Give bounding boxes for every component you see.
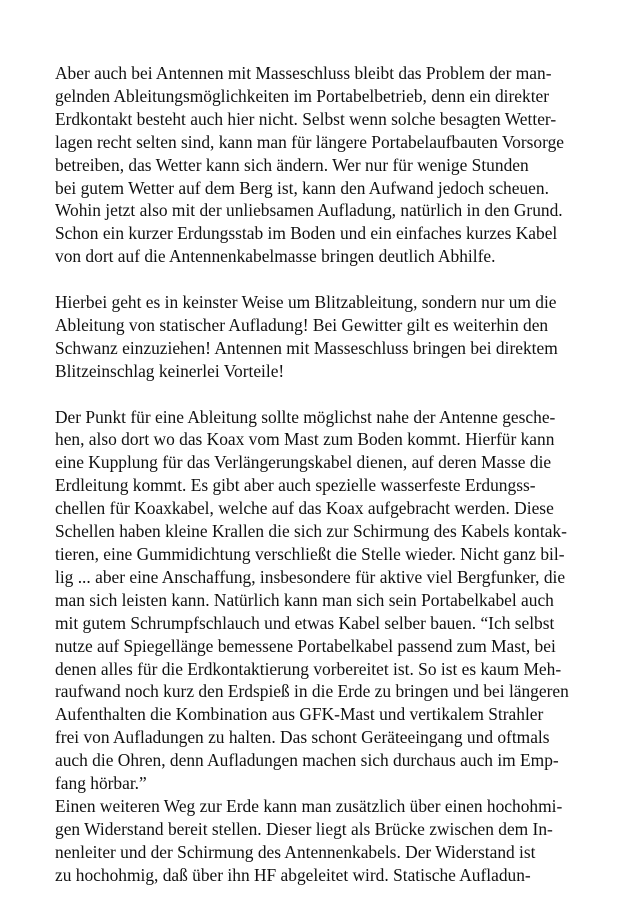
text-line: chellen für Koaxkabel, welche auf das Koax aufgebracht werden. Diese: [55, 498, 554, 519]
text-line: eine Kupplung für das Verlängerungskabel dienen, auf deren Masse die: [55, 452, 552, 473]
text-line: frei von Aufladungen zu halten. Das schont Geräteeingang und oftmals: [55, 727, 550, 748]
text-line: fang hörbar.”: [55, 773, 147, 794]
paragraph: [55, 291, 615, 383]
text-line: zu hochohmig, daß über ihn HF abgeleitet wird. Statische Aufladun-: [55, 864, 531, 885]
text-line: Aufenthalten die Kombination aus GFK-Mast und vertikalem Strahler: [55, 704, 544, 725]
text-line: Schellen haben kleine Krallen die sich zur Schirmung des Kabels kontak-: [55, 521, 567, 542]
paragraph: [55, 62, 615, 268]
text-line: Wohin jetzt also mit der unliebsamen Aufladung, natürlich in den Grund.: [55, 200, 563, 221]
text-line: denen alles für die Erdkontaktierung vorbereitet ist. So ist es kaum Meh-: [55, 658, 562, 679]
text-line: gelnden Ableitungsmöglichkeiten im Portabelbetrieb, denn ein direkter: [55, 85, 550, 106]
paragraph: [55, 406, 615, 795]
text-line: Ableitung von statischer Aufladung! Bei Gewitter gilt es weiterhin den: [55, 314, 549, 335]
text-line: raufwand noch kurz den Erdspieß in die Erde zu bringen und bei längeren: [55, 681, 569, 702]
document-body: [55, 62, 615, 887]
paragraph: [55, 795, 615, 887]
text-line: hen, also dort wo das Koax vom Mast zum Boden kommt. Hierfür kann: [55, 429, 555, 450]
text-line: mit gutem Schrumpfschlauch und etwas Kabel selber bauen. “Ich selbst: [55, 612, 555, 633]
text-line: Blitzeinschlag keinerlei Vorteile!: [55, 360, 285, 381]
text-line: bei gutem Wetter auf dem Berg ist, kann den Aufwand jedoch scheuen.: [55, 177, 549, 198]
text-line: tieren, eine Gummidichtung verschließt die Stelle wieder. Nicht ganz bil-: [55, 544, 565, 564]
text-line: Hierbei geht es in keinster Weise um Blitzableitung, sondern nur um die: [55, 292, 557, 313]
text-line: Schwanz einzuziehen! Antennen mit Masseschluss bringen bei direktem: [55, 337, 558, 358]
text-line: Schon ein kurzer Erdungsstab im Boden und ein einfaches kurzes Kabel: [55, 223, 558, 244]
text-line: man sich leisten kann. Natürlich kann man sich sein Portabelkabel auch: [55, 589, 554, 610]
text-line: Erdleitung kommt. Es gibt aber auch spezielle wasserfeste Erdungss-: [55, 475, 536, 496]
text-line: nenleiter und der Schirmung des Antennenkabels. Der Widerstand ist: [55, 841, 536, 862]
text-line: Erdkontakt besteht auch hier nicht. Selbst wenn solche besagten Wetter-: [55, 108, 557, 129]
text-line: auch die Ohren, denn Aufladungen machen sich durchaus auch im Emp-: [55, 750, 559, 771]
text-line: gen Widerstand bereit stellen. Dieser liegt als Brücke zwischen dem In-: [55, 818, 553, 839]
text-line: nutze auf Spiegellänge bemessene Portabelkabel passend zum Mast, bei: [55, 635, 556, 656]
text-line: lagen recht selten sind, kann man für längere Portabelaufbauten Vorsorge: [55, 131, 564, 152]
text-line: Aber auch bei Antennen mit Masseschluss bleibt das Problem der man-: [55, 63, 552, 83]
text-line: Einen weiteren Weg zur Erde kann man zusätzlich über einen hochohmi-: [55, 795, 563, 816]
text-line: betreiben, das Wetter kann sich ändern. Wer nur für wenige Stunden: [55, 154, 529, 175]
text-line: von dort auf die Antennenkabelmasse bringen deutlich Abhilfe.: [55, 246, 496, 267]
text-line: lig ... aber eine Anschaffung, insbesondere für aktive viel Bergfunker, die: [55, 566, 566, 587]
text-line: Der Punkt für eine Ableitung sollte möglichst nahe der Antenne gesche-: [55, 406, 556, 427]
